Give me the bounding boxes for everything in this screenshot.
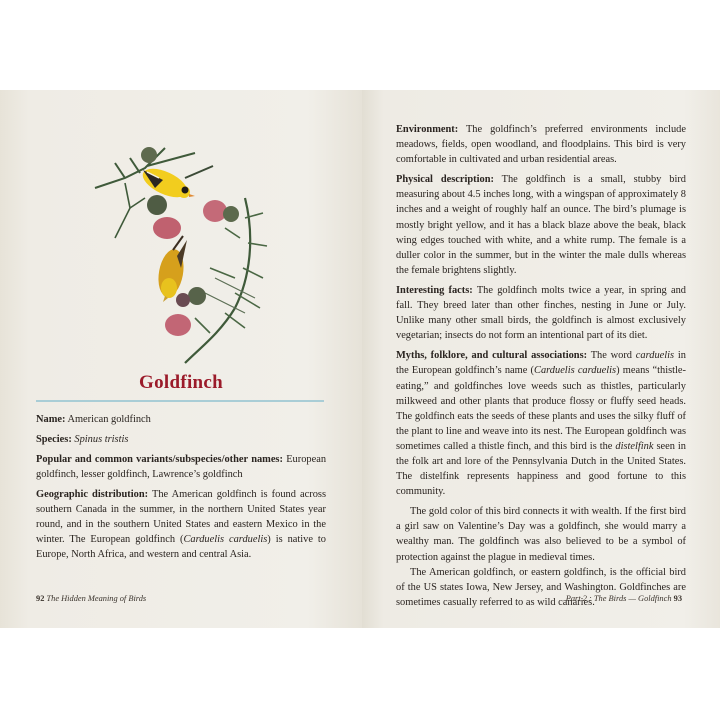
field-name [36, 412, 326, 427]
field-species [36, 432, 326, 447]
left-page-body [36, 412, 326, 567]
title-divider [36, 400, 324, 402]
field-label: Popular and common variants/subspecies/other names: [36, 454, 283, 465]
field-value: The American goldfinch is found across southern Canada in the summer, in the northern United States year round, and in the southern United States and eastern Mexico in the winter. The European goldfinch ( [36, 489, 326, 545]
section-text: The goldfinch’s preferred environments include meadows, fields, open woodland, and floodplains. This bird is very comfortable in cultivated and urban residential areas. [396, 124, 686, 166]
field-value: American goldfinch [67, 414, 151, 425]
section-text: ) means “thistle-eating,” and goldfinches love weeds such as thistles, particularly milkweed and other plants that produce flossy or fluffy seed heads. The goldfinch eats the seeds of these plants and uses the silky fluff of the plant to line and weave into its nest. The European goldfinch was sometimes called a thistle finch, and this bird is the [396, 365, 686, 452]
section-label: Physical description: [396, 174, 494, 186]
left-page [0, 90, 362, 628]
field-value-italic: Carduelis carduelis [183, 534, 268, 545]
section-text-italic: Carduelis carduelis [534, 365, 617, 377]
field-label: Geographic distribution: [36, 489, 149, 500]
section-text-italic: carduelis [635, 350, 675, 362]
paragraph: The American goldfinch, or eastern goldfinch, is the official bird of the US states Iowa, New Jersey, and Washington. Goldfinches are sometimes casually referred to as wild canaries. [396, 566, 686, 608]
section-text: seen in the folk art and lore of the Pennsylvania Dutch in the United States. The distelfink represents happiness and good fortune to this community. [396, 440, 686, 498]
right-page-body [396, 122, 686, 610]
left-footer [36, 594, 146, 603]
section-label: Environment: [396, 124, 459, 135]
field-variants [36, 452, 326, 482]
section-text: The goldfinch molts twice a year, in spring and fall. They breed later than other finches, nesting in June or July. Unlike many other small birds, the goldfinch is almost exclusively vegetarian; insects do not form an intentional part of its diet. [396, 284, 686, 342]
section-label: Myths, folklore, and cultural associations: [396, 350, 588, 362]
right-page [362, 90, 720, 628]
field-label: Name: [36, 414, 66, 425]
field-label: Species: [36, 434, 72, 445]
section-text: in the European goldfinch’s name ( [396, 350, 686, 377]
field-value: European goldfinch, lesser goldfinch, Lawrence’s goldfinch [36, 454, 327, 480]
running-head: Part 2 : The Birds — Goldfinch [565, 594, 672, 603]
section-myths [396, 348, 686, 499]
book-spread [0, 90, 720, 628]
field-value: Spinus tristis [74, 434, 129, 445]
section-interesting-facts [396, 283, 686, 343]
paragraph: The gold color of this bird connects it with wealth. If the first bird a girl saw on Valentine’s Day was a goldfinch, she would marry a wealthy man. The goldfinch was also believed to be a symbol of protection against the plague in medieval times. [396, 506, 686, 563]
entry-title: Goldfinch [139, 372, 223, 393]
page-number: 93 [673, 594, 682, 603]
field-value: ) is native to Europe, North Africa, and western and central Asia. [36, 534, 326, 560]
right-footer [566, 594, 682, 603]
section-text-italic: distelfink [615, 440, 654, 452]
section-physical-description [396, 172, 686, 278]
section-text: The goldfinch is a small, stubby bird measuring about 4.5 inches long, with a wingspan of approximately 8 inches and a weight of roughly half an ounce. The bird’s plumage is mostly bright yellow, and it has a black blaze above the beak, black wing edges touched with white, and a white rump. The female is a duller color in the summer, but in the winter the male dulls whereas the female brightens slightly. [396, 174, 686, 276]
field-distribution [36, 487, 326, 562]
running-head: The Hidden Meaning of Birds [46, 594, 147, 603]
section-environment [396, 122, 686, 167]
page-number: 92 [36, 594, 45, 603]
goldfinch-thistle-illustration [85, 128, 275, 368]
section-label: Interesting facts: [396, 284, 473, 296]
section-text: The word [587, 350, 636, 362]
